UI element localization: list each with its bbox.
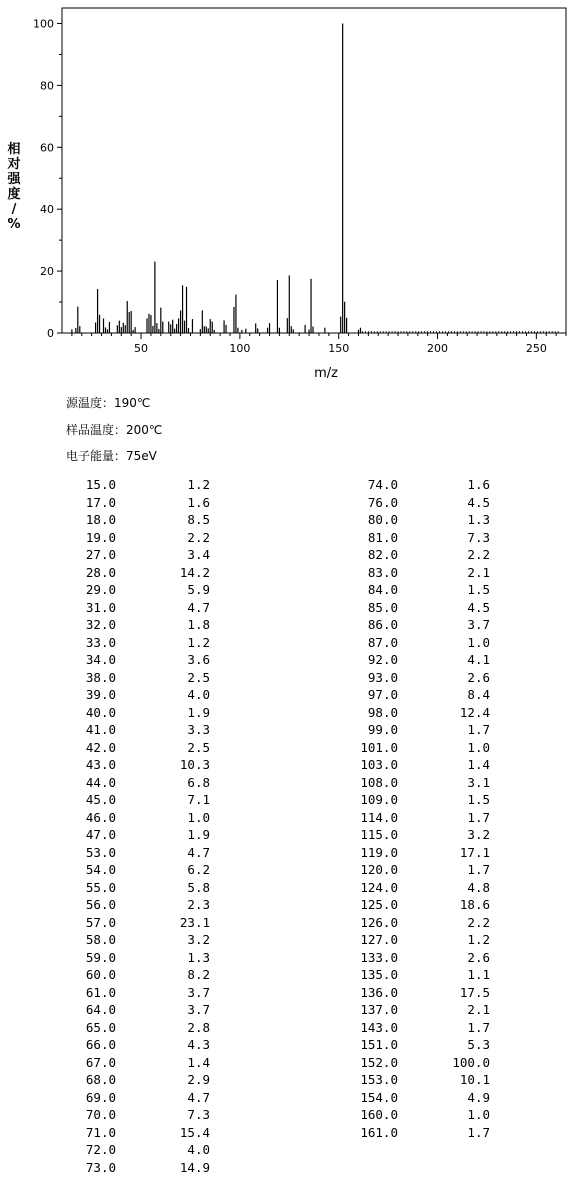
sample-temperature-value: 200℃ bbox=[126, 423, 163, 437]
abundance-value: 3.4 bbox=[187, 547, 210, 562]
mz-value: 71.0 bbox=[85, 1124, 116, 1140]
mz-value: 83.0 bbox=[367, 564, 398, 580]
y-tick-label: 60 bbox=[40, 141, 54, 155]
y-axis-label bbox=[6, 142, 22, 232]
mz-value: 137.0 bbox=[360, 1002, 398, 1017]
table-row bbox=[0, 931, 520, 949]
mz-value: 101.0 bbox=[360, 739, 398, 755]
mz-value: 76.0 bbox=[367, 494, 398, 510]
table-row bbox=[0, 966, 520, 984]
mz-value: 70.0 bbox=[85, 1107, 116, 1122]
mz-value: 15.0 bbox=[85, 477, 116, 492]
abundance-value: 1.5 bbox=[467, 792, 490, 807]
abundance-value: 5.8 bbox=[187, 879, 210, 895]
mz-value: 87.0 bbox=[367, 634, 398, 650]
mz-value: 125.0 bbox=[360, 897, 398, 912]
abundance-value: 8.4 bbox=[467, 687, 490, 702]
table-row bbox=[0, 1019, 520, 1037]
mz-value: 154.0 bbox=[360, 1089, 398, 1105]
mz-value: 33.0 bbox=[85, 634, 116, 650]
mz-value: 127.0 bbox=[360, 932, 398, 947]
abundance-value: 6.2 bbox=[187, 862, 210, 877]
mass-spectrum-chart bbox=[0, 0, 570, 390]
table-row bbox=[0, 1159, 230, 1177]
mz-value: 17.0 bbox=[85, 494, 116, 510]
mz-value: 82.0 bbox=[367, 547, 398, 562]
y-axis-label-char: 相 bbox=[7, 142, 21, 157]
table-row bbox=[0, 599, 520, 617]
mz-value: 74.0 bbox=[367, 477, 398, 492]
abundance-value: 2.5 bbox=[187, 669, 210, 685]
mz-value: 41.0 bbox=[85, 722, 116, 737]
mz-value: 114.0 bbox=[360, 809, 398, 825]
table-row bbox=[0, 914, 520, 932]
abundance-value: 5.9 bbox=[187, 582, 210, 597]
abundance-value: 1.0 bbox=[467, 1107, 490, 1122]
abundance-value: 1.2 bbox=[187, 477, 210, 492]
x-axis-label: m/z bbox=[314, 366, 338, 381]
abundance-value: 2.2 bbox=[467, 547, 490, 562]
mz-value: 152.0 bbox=[360, 1054, 398, 1070]
mz-value: 40.0 bbox=[85, 704, 116, 720]
electron-energy-value: 75eV bbox=[126, 449, 157, 463]
abundance-value: 1.1 bbox=[467, 967, 490, 982]
mz-value: 133.0 bbox=[360, 949, 398, 965]
mz-value: 98.0 bbox=[367, 704, 398, 720]
abundance-value: 3.7 bbox=[187, 984, 210, 1000]
mz-value: 119.0 bbox=[360, 844, 398, 860]
table-row bbox=[0, 984, 520, 1002]
mz-value: 161.0 bbox=[360, 1124, 398, 1140]
sample-temperature bbox=[66, 421, 162, 438]
abundance-value: 4.3 bbox=[187, 1037, 210, 1052]
mz-value: 38.0 bbox=[85, 669, 116, 685]
table-row bbox=[0, 1054, 520, 1072]
abundance-value: 1.8 bbox=[187, 617, 210, 632]
mz-value: 31.0 bbox=[85, 599, 116, 615]
abundance-value: 1.4 bbox=[467, 757, 490, 772]
table-row bbox=[0, 529, 520, 547]
abundance-value: 4.5 bbox=[467, 494, 490, 510]
mz-value: 46.0 bbox=[85, 809, 116, 825]
abundance-value: 4.1 bbox=[467, 652, 490, 667]
abundance-value: 4.8 bbox=[467, 879, 490, 895]
abundance-value: 6.8 bbox=[187, 774, 210, 790]
mz-value: 108.0 bbox=[360, 774, 398, 790]
mz-value: 143.0 bbox=[360, 1019, 398, 1035]
mz-value: 115.0 bbox=[360, 827, 398, 842]
mz-value: 47.0 bbox=[85, 827, 116, 842]
mz-value: 55.0 bbox=[85, 879, 116, 895]
mz-value: 67.0 bbox=[85, 1054, 116, 1070]
table-row bbox=[0, 1106, 520, 1124]
mz-value: 19.0 bbox=[85, 529, 116, 545]
abundance-value: 4.7 bbox=[187, 1089, 210, 1105]
table-row bbox=[0, 686, 520, 704]
abundance-value: 1.7 bbox=[467, 1124, 490, 1140]
abundance-value: 2.5 bbox=[187, 739, 210, 755]
abundance-value: 4.7 bbox=[187, 599, 210, 615]
table-row bbox=[0, 791, 520, 809]
table-row bbox=[0, 581, 520, 599]
abundance-value: 3.1 bbox=[467, 774, 490, 790]
y-axis-label-char: 强 bbox=[7, 172, 21, 187]
abundance-value: 2.8 bbox=[187, 1019, 210, 1035]
abundance-value: 2.6 bbox=[467, 669, 490, 685]
y-axis-label-char: 对 bbox=[7, 157, 21, 172]
mz-value: 92.0 bbox=[367, 652, 398, 667]
mz-value: 34.0 bbox=[85, 652, 116, 667]
abundance-value: 3.2 bbox=[187, 932, 210, 947]
mz-value: 86.0 bbox=[367, 617, 398, 632]
abundance-value: 7.3 bbox=[187, 1107, 210, 1122]
abundance-value: 10.1 bbox=[459, 1072, 490, 1087]
source-temperature bbox=[66, 394, 150, 411]
table-row bbox=[0, 651, 520, 669]
mz-value: 44.0 bbox=[85, 774, 116, 790]
mz-value: 66.0 bbox=[85, 1037, 116, 1052]
table-row bbox=[0, 564, 520, 582]
abundance-value: 15.4 bbox=[179, 1124, 210, 1140]
abundance-value: 1.6 bbox=[467, 477, 490, 492]
mz-value: 97.0 bbox=[367, 687, 398, 702]
abundance-value: 1.6 bbox=[187, 494, 210, 510]
mz-value: 135.0 bbox=[360, 967, 398, 982]
mz-value: 27.0 bbox=[85, 547, 116, 562]
mz-value: 160.0 bbox=[360, 1107, 398, 1122]
abundance-value: 1.9 bbox=[187, 827, 210, 842]
abundance-value: 3.3 bbox=[187, 722, 210, 737]
x-tick-label: 200 bbox=[427, 342, 449, 355]
y-axis-label-char: 度 bbox=[7, 187, 21, 202]
table-row bbox=[0, 704, 520, 722]
mz-value: 45.0 bbox=[85, 792, 116, 807]
mz-value: 64.0 bbox=[85, 1002, 116, 1017]
mz-value: 73.0 bbox=[85, 1159, 116, 1175]
mz-value: 54.0 bbox=[85, 862, 116, 877]
abundance-value: 3.2 bbox=[467, 827, 490, 842]
mz-value: 72.0 bbox=[85, 1142, 116, 1157]
x-tick-label: 150 bbox=[328, 342, 350, 355]
table-row bbox=[0, 739, 520, 757]
abundance-value: 2.6 bbox=[467, 949, 490, 965]
abundance-value: 1.9 bbox=[187, 704, 210, 720]
mz-value: 29.0 bbox=[85, 582, 116, 597]
mz-value: 39.0 bbox=[85, 687, 116, 702]
abundance-value: 1.0 bbox=[467, 634, 490, 650]
mz-value: 18.0 bbox=[85, 512, 116, 527]
abundance-value: 14.2 bbox=[179, 564, 210, 580]
x-tick-label: 100 bbox=[229, 342, 251, 355]
plot-frame bbox=[62, 8, 566, 333]
abundance-value: 18.6 bbox=[459, 897, 490, 912]
electron-energy bbox=[66, 447, 157, 464]
mz-value: 42.0 bbox=[85, 739, 116, 755]
y-tick-label: 0 bbox=[47, 327, 54, 340]
abundance-value: 4.9 bbox=[467, 1089, 490, 1105]
abundance-value: 14.9 bbox=[179, 1159, 210, 1175]
table-row bbox=[0, 616, 520, 634]
mz-value: 43.0 bbox=[85, 757, 116, 772]
mz-value: 80.0 bbox=[367, 512, 398, 527]
table-row bbox=[0, 1036, 520, 1054]
abundance-value: 1.5 bbox=[467, 582, 490, 597]
table-row bbox=[0, 721, 520, 739]
mz-value: 81.0 bbox=[367, 529, 398, 545]
source-temperature-value: 190℃ bbox=[114, 396, 151, 410]
mz-value: 57.0 bbox=[85, 914, 116, 930]
table-row bbox=[0, 949, 520, 967]
mz-value: 120.0 bbox=[360, 862, 398, 877]
x-tick-label: 50 bbox=[134, 342, 149, 355]
abundance-value: 4.0 bbox=[187, 1142, 210, 1157]
abundance-value: 17.1 bbox=[459, 844, 490, 860]
abundance-value: 2.1 bbox=[467, 1002, 490, 1017]
table-row bbox=[0, 1089, 520, 1107]
abundance-value: 1.3 bbox=[187, 949, 210, 965]
abundance-value: 2.2 bbox=[467, 914, 490, 930]
abundance-value: 10.3 bbox=[179, 757, 210, 772]
mz-value: 85.0 bbox=[367, 599, 398, 615]
abundance-value: 12.4 bbox=[459, 704, 490, 720]
table-row bbox=[0, 879, 520, 897]
mz-value: 126.0 bbox=[360, 914, 398, 930]
abundance-value: 7.1 bbox=[187, 792, 210, 807]
table-row bbox=[0, 494, 520, 512]
abundance-value: 2.3 bbox=[187, 897, 210, 912]
abundance-value: 3.7 bbox=[187, 1002, 210, 1017]
table-row bbox=[0, 1071, 520, 1089]
mz-value: 124.0 bbox=[360, 879, 398, 895]
abundance-value: 2.9 bbox=[187, 1072, 210, 1087]
mz-value: 109.0 bbox=[360, 792, 398, 807]
source-temperature-label: 源温度： bbox=[66, 396, 115, 410]
abundance-value: 23.1 bbox=[179, 914, 210, 930]
table-row bbox=[0, 1001, 520, 1019]
table-row bbox=[0, 896, 520, 914]
abundance-value: 100.0 bbox=[452, 1054, 490, 1070]
y-tick-label: 80 bbox=[40, 79, 54, 93]
abundance-value: 1.2 bbox=[187, 634, 210, 650]
table-row bbox=[0, 826, 520, 844]
y-axis-label-char: / bbox=[11, 202, 17, 217]
table-row bbox=[0, 511, 520, 529]
mz-value: 61.0 bbox=[85, 984, 116, 1000]
table-row bbox=[0, 774, 520, 792]
abundance-value: 1.0 bbox=[467, 739, 490, 755]
peak-table-right bbox=[0, 476, 520, 1141]
mz-value: 136.0 bbox=[360, 984, 398, 1000]
sample-temperature-label: 样品温度： bbox=[66, 423, 127, 437]
abundance-value: 2.1 bbox=[467, 564, 490, 580]
mz-value: 58.0 bbox=[85, 932, 116, 947]
table-row bbox=[0, 809, 520, 827]
mz-value: 93.0 bbox=[367, 669, 398, 685]
abundance-value: 17.5 bbox=[459, 984, 490, 1000]
table-row bbox=[0, 634, 520, 652]
table-row bbox=[0, 861, 520, 879]
mz-value: 153.0 bbox=[360, 1072, 398, 1087]
mz-value: 60.0 bbox=[85, 967, 116, 982]
abundance-value: 1.7 bbox=[467, 862, 490, 877]
mz-value: 103.0 bbox=[360, 757, 398, 772]
abundance-value: 8.2 bbox=[187, 967, 210, 982]
abundance-value: 3.6 bbox=[187, 652, 210, 667]
mz-value: 99.0 bbox=[367, 722, 398, 737]
abundance-value: 4.7 bbox=[187, 844, 210, 860]
mz-value: 69.0 bbox=[85, 1089, 116, 1105]
table-row bbox=[0, 476, 520, 494]
mz-value: 68.0 bbox=[85, 1072, 116, 1087]
abundance-value: 1.4 bbox=[187, 1054, 210, 1070]
abundance-value: 4.0 bbox=[187, 687, 210, 702]
mz-value: 59.0 bbox=[85, 949, 116, 965]
mz-value: 151.0 bbox=[360, 1037, 398, 1052]
abundance-value: 1.7 bbox=[467, 809, 490, 825]
abundance-value: 8.5 bbox=[187, 512, 210, 527]
mz-value: 65.0 bbox=[85, 1019, 116, 1035]
abundance-value: 5.3 bbox=[467, 1037, 490, 1052]
y-tick-label: 100 bbox=[33, 17, 54, 31]
abundance-value: 1.3 bbox=[467, 512, 490, 527]
abundance-value: 1.2 bbox=[467, 932, 490, 947]
table-row bbox=[0, 756, 520, 774]
table-row bbox=[0, 844, 520, 862]
table-row bbox=[0, 1124, 520, 1142]
mz-value: 84.0 bbox=[367, 582, 398, 597]
abundance-value: 4.5 bbox=[467, 599, 490, 615]
abundance-value: 3.7 bbox=[467, 617, 490, 632]
abundance-value: 1.7 bbox=[467, 722, 490, 737]
table-row bbox=[0, 1141, 230, 1159]
abundance-value: 1.0 bbox=[187, 809, 210, 825]
x-tick-label: 250 bbox=[525, 342, 547, 355]
abundance-value: 1.7 bbox=[467, 1019, 490, 1035]
y-axis-label-char: % bbox=[7, 217, 21, 232]
table-row bbox=[0, 546, 520, 564]
abundance-value: 2.2 bbox=[187, 529, 210, 545]
mz-value: 32.0 bbox=[85, 617, 116, 632]
mz-value: 53.0 bbox=[85, 844, 116, 860]
mz-value: 56.0 bbox=[85, 897, 116, 912]
electron-energy-label: 电子能量： bbox=[66, 449, 127, 463]
mz-value: 28.0 bbox=[85, 564, 116, 580]
y-tick-label: 20 bbox=[40, 265, 54, 279]
y-tick-label: 40 bbox=[40, 203, 54, 217]
table-row bbox=[0, 669, 520, 687]
abundance-value: 7.3 bbox=[467, 529, 490, 545]
